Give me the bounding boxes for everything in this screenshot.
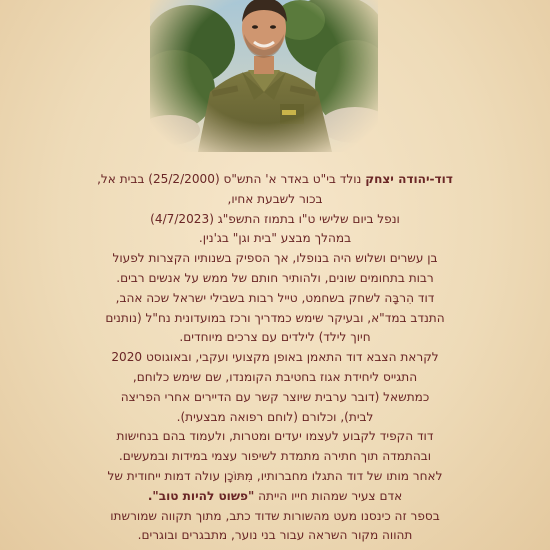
text-line (20, 190, 530, 210)
text-run: ונפל ביום שלישי ט"ו בתמוז התשפ"ג (4/7/2023) (150, 211, 400, 226)
text-line (20, 526, 530, 546)
text-run: נולד בי"ט באדר א' התש"ס (25/2/2000) בבית אל, (97, 172, 366, 186)
text-run: רבות בתחומים שונים, ולהותיר חותם של ממש על אנשים רבים. (116, 270, 434, 285)
text-run: בכור לשבעת אחיו, (227, 191, 323, 206)
text-run: התגייס ליחידת אגוז בחטיבת הקומנדו, שם שימש כלוחם, (132, 369, 418, 384)
text-line (20, 388, 530, 408)
text-run: בן עשרים ושלוש היה בנופלו, אך הספיק בשנותיו הקצרות לפעול (112, 251, 438, 266)
text-line (20, 427, 530, 447)
text-line (20, 229, 530, 249)
text-line (20, 348, 530, 368)
text-line (20, 328, 530, 348)
text-line (20, 269, 530, 289)
text-run: חיוך לילד) לילדים עם צרכים מיוחדים. (179, 330, 371, 345)
text-run: ובהתמדה תוך חתירה מתמדת לשיפור עצמי במידות ובמעשים. (118, 449, 432, 464)
text-line (20, 210, 530, 230)
bold-text-run: דוד-יהודה יצחק (365, 172, 453, 186)
text-run: לקראת הצבא דוד התאמן באופן מקצועי ועקבי, ובאוגוסט 2020 (111, 350, 439, 365)
text-line (20, 408, 530, 428)
text-run: במהלך מבצע "בית וגן" בג'נין. (198, 231, 352, 246)
bold-text-run: "פשוט להיות טוב". (147, 488, 255, 503)
text-run: כמתשאל (דובר ערבית שיוצר קשר עם הדיירים אחרי הפריצה (120, 389, 430, 404)
text-line (20, 289, 530, 309)
text-line (20, 309, 530, 329)
text-line (20, 170, 530, 190)
text-line (20, 467, 530, 487)
soldier-portrait-photo (150, 0, 378, 152)
text-line (20, 507, 530, 527)
text-line (20, 447, 530, 467)
text-run: לבית), וכלורם (לוחם רפואה מבצעית). (176, 409, 374, 424)
text-line (20, 368, 530, 388)
text-run: לאחר מותו של דוד התגלו מחברותיו, מִתּוֹכָן עולה דמות ייחודית של (107, 468, 443, 483)
text-line (20, 487, 530, 507)
text-run: תהווה מקור השראה עבור בני נוער, מתבגרים ובוגרים. (137, 528, 413, 543)
memorial-text (20, 170, 530, 546)
text-run: דוד הקפיד לקבוע לעצמו יעדים ומטרות, ולעמוד בהם בנחישות (116, 429, 434, 444)
text-run: דוד הִרבָּה לשחק בשחמט, טייל רבות בשבילי ישראל שכה אהב, (115, 290, 435, 305)
text-run: אדם צעיר שמהות חייו הייתה (254, 488, 403, 503)
text-line (20, 249, 530, 269)
text-run: התנדב במד"א, ובעיקר שימש כמדריך ורכז במועדונית נח"ל (נותנים (105, 310, 445, 325)
text-run: בספר זה כינסנו מעט מהשורות שדוד כתב, מתוך תקווה שמורשתו (110, 508, 440, 523)
